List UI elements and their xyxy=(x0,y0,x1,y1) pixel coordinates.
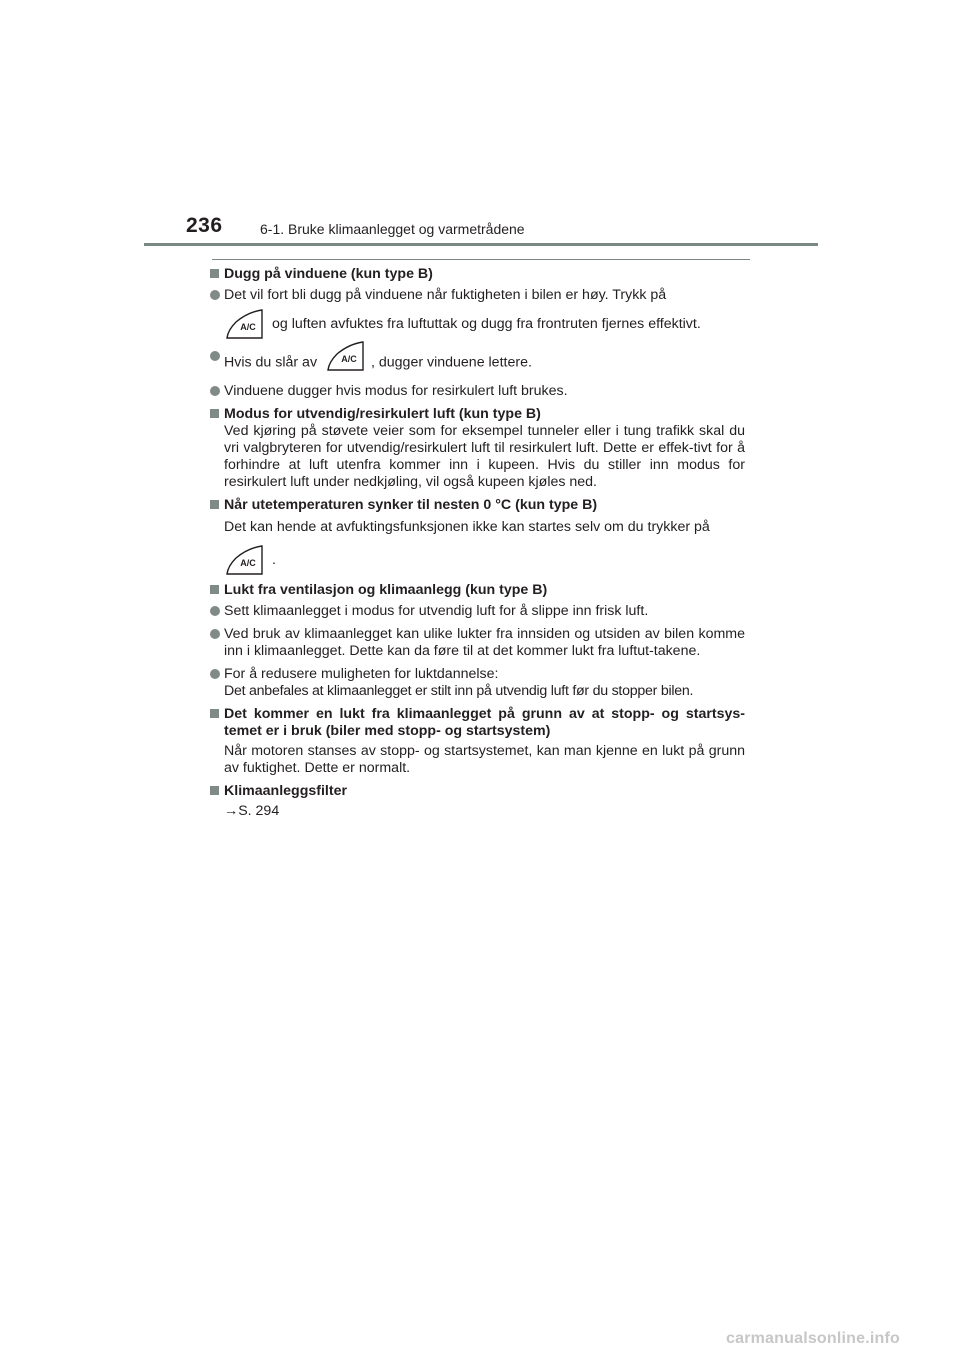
square-bullet-icon xyxy=(210,269,219,278)
section-body: Det kan hende at avfuktingsfunksjonen ikke kan startes selv om du trykker på xyxy=(224,519,710,535)
section-stopp-start xyxy=(210,706,745,777)
list-item xyxy=(210,626,745,660)
round-bullet-icon xyxy=(210,629,220,639)
bullet-text-after: , dugger vinduene lettere. xyxy=(371,354,532,371)
section-dugg xyxy=(210,266,745,400)
section-heading-text: Dugg på vinduene (kun type B) xyxy=(224,266,433,282)
section-lukt xyxy=(210,582,745,700)
section-heading xyxy=(210,266,745,283)
square-bullet-icon xyxy=(210,786,219,795)
page-number: 236 xyxy=(186,214,223,237)
page-reference: →S. 294 xyxy=(224,803,280,819)
ac-line xyxy=(210,544,745,576)
list-item xyxy=(210,383,745,400)
section-filter xyxy=(210,783,745,820)
list-item xyxy=(210,287,745,340)
list-item xyxy=(210,603,745,620)
round-bullet-icon xyxy=(210,351,220,361)
section-modus xyxy=(210,406,745,491)
section-heading xyxy=(210,406,745,423)
square-bullet-icon xyxy=(210,500,219,509)
section-body-after: . xyxy=(272,551,276,568)
section-body: Ved kjøring på støvete veier som for eksempel tunneler eller i tung trafikk skal du vri valgbryteren for utvendig/resirkulert luft til resirkulert luft. Dette er effek-tivt for å forhindre at luft utenfra kommer inn i kupeen. Hvis du stiller inn modus for resirkulert luft under nedkjøling, vil også kupeen kjøles ned. xyxy=(224,423,745,490)
round-bullet-icon xyxy=(210,386,220,396)
bullet-text: Hvis du slår av xyxy=(224,354,318,371)
ac-button-icon xyxy=(325,340,367,377)
bullet-text-after: og luften avfuktes fra luftuttak og dugg fra frontruten fjernes effektivt. xyxy=(272,315,701,332)
ac-label: A/C xyxy=(240,558,256,568)
section-heading xyxy=(210,706,745,740)
bullet-text: Sett klimaanlegget i modus for utvendig luft for å slippe inn frisk luft. xyxy=(224,603,649,619)
ac-label: A/C xyxy=(341,354,357,364)
section-heading-text: Når utetemperaturen synker til nesten 0 °C (kun type B) xyxy=(224,497,598,513)
section-heading xyxy=(210,582,745,599)
bullet-text: For å redusere muligheten for luktdannelse: xyxy=(224,666,499,682)
content-rule xyxy=(212,259,750,260)
section-body: Når motoren stanses av stopp- og startsystemet, kan man kjenne en lukt på grunn av fuktighet. Dette er normalt. xyxy=(224,743,745,776)
ac-button-icon xyxy=(224,308,266,340)
bullet-text: Det anbefales at klimaanlegget er stilt inn på utvendig luft før du stopper bilen. xyxy=(224,683,694,699)
section-heading xyxy=(210,497,745,514)
list-item xyxy=(210,666,745,700)
section-title: 6-1. Bruke klimaanlegget og varmetrådene xyxy=(260,221,525,237)
section-heading-text: Det kommer en lukt fra klimaanlegget på grunn av at stopp- og startsys-temet er i bruk (biler med stopp- og startsystem) xyxy=(224,706,745,739)
round-bullet-icon xyxy=(210,669,220,679)
round-bullet-icon xyxy=(210,606,220,616)
watermark: carmanualsonline.info xyxy=(726,1330,901,1347)
section-heading-text: Modus for utvendig/resirkulert luft (kun type B) xyxy=(224,406,541,422)
section-heading-text: Klimaanleggsfilter xyxy=(224,783,347,799)
square-bullet-icon xyxy=(210,709,219,718)
ac-label: A/C xyxy=(240,322,256,332)
header-rule xyxy=(144,243,818,246)
section-heading xyxy=(210,783,745,800)
round-bullet-icon xyxy=(210,290,220,300)
bullet-text: Det vil fort bli dugg på vinduene når fuktigheten i bilen er høy. Trykk på xyxy=(224,287,667,303)
square-bullet-icon xyxy=(210,409,219,418)
bullet-text: Ved bruk av klimaanlegget kan ulike lukter fra innsiden og utsiden av bilen komme inn i klimaanlegget. Dette kan da føre til at det kommer lukt fra luftut-takene. xyxy=(224,626,745,659)
bullet-text: Vinduene dugger hvis modus for resirkulert luft brukes. xyxy=(224,383,568,399)
square-bullet-icon xyxy=(210,585,219,594)
list-item xyxy=(210,348,745,377)
section-heading-text: Lukt fra ventilasjon og klimaanlegg (kun type B) xyxy=(224,582,548,598)
ac-line xyxy=(224,308,745,340)
page-header xyxy=(0,0,960,260)
ac-button-icon xyxy=(224,544,266,576)
section-utetemperatur xyxy=(210,497,745,576)
page-content xyxy=(210,266,745,826)
